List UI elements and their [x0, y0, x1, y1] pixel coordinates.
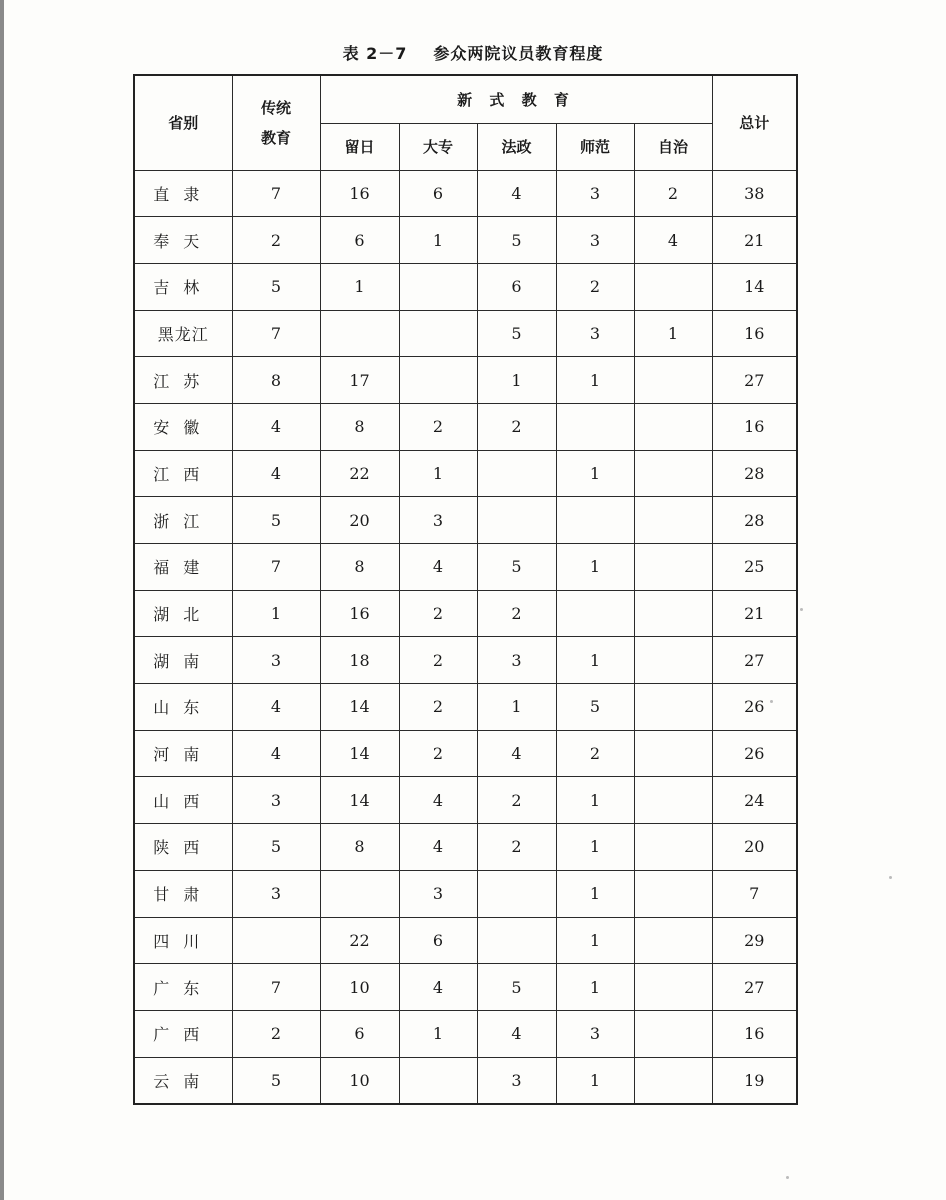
shifan-cell: [556, 403, 634, 450]
table-row: [134, 730, 797, 777]
shifan-cell: 1: [556, 917, 634, 964]
province-cell: 黑龙江: [134, 310, 232, 357]
province-cell: 广西: [134, 1010, 232, 1057]
header-zizhi: 自治: [634, 123, 712, 170]
zizhi-cell: [634, 730, 712, 777]
table-caption: [0, 41, 946, 64]
zizhi-cell: 1: [634, 310, 712, 357]
liuri-cell: [320, 310, 399, 357]
table-row: [134, 170, 797, 217]
province-cell: 云南: [134, 1057, 232, 1104]
traditional-cell: 7: [232, 310, 320, 357]
header-province: 省别: [134, 75, 232, 170]
traditional-cell: 5: [232, 824, 320, 871]
zizhi-cell: [634, 590, 712, 637]
total-cell: 26: [712, 730, 797, 777]
table-row: [134, 497, 797, 544]
page-edge: [0, 0, 4, 1200]
zizhi-cell: [634, 777, 712, 824]
dazhuan-cell: 2: [399, 730, 477, 777]
shifan-cell: 1: [556, 357, 634, 404]
traditional-cell: 3: [232, 777, 320, 824]
dazhuan-cell: 6: [399, 917, 477, 964]
total-cell: 25: [712, 544, 797, 591]
traditional-cell: 2: [232, 217, 320, 264]
liuri-cell: 22: [320, 450, 399, 497]
table-row: [134, 870, 797, 917]
table-row: [134, 917, 797, 964]
province-cell: 浙江: [134, 497, 232, 544]
fazheng-cell: 5: [477, 964, 556, 1011]
table-title: 参众两院议员教育程度: [433, 44, 604, 63]
table-row: [134, 684, 797, 731]
shifan-cell: 1: [556, 824, 634, 871]
province-cell: 四川: [134, 917, 232, 964]
fazheng-cell: 3: [477, 637, 556, 684]
province-cell: 江苏: [134, 357, 232, 404]
table-row: [134, 777, 797, 824]
province-cell: 江西: [134, 450, 232, 497]
liuri-cell: 10: [320, 964, 399, 1011]
fazheng-cell: 2: [477, 777, 556, 824]
zizhi-cell: [634, 1010, 712, 1057]
shifan-cell: 2: [556, 263, 634, 310]
total-cell: 14: [712, 263, 797, 310]
total-cell: 7: [712, 870, 797, 917]
traditional-cell: 5: [232, 1057, 320, 1104]
shifan-cell: [556, 590, 634, 637]
dazhuan-cell: 6: [399, 170, 477, 217]
dazhuan-cell: [399, 357, 477, 404]
total-cell: 38: [712, 170, 797, 217]
shifan-cell: 5: [556, 684, 634, 731]
liuri-cell: 10: [320, 1057, 399, 1104]
dazhuan-cell: 3: [399, 497, 477, 544]
liuri-cell: 20: [320, 497, 399, 544]
fazheng-cell: 5: [477, 217, 556, 264]
shifan-cell: 1: [556, 1057, 634, 1104]
traditional-cell: 7: [232, 170, 320, 217]
zizhi-cell: 2: [634, 170, 712, 217]
dazhuan-cell: 4: [399, 964, 477, 1011]
liuri-cell: [320, 870, 399, 917]
zizhi-cell: [634, 450, 712, 497]
liuri-cell: 1: [320, 263, 399, 310]
shifan-cell: [556, 497, 634, 544]
province-cell: 湖北: [134, 590, 232, 637]
province-cell: 河南: [134, 730, 232, 777]
shifan-cell: 1: [556, 964, 634, 1011]
zizhi-cell: [634, 403, 712, 450]
zizhi-cell: [634, 497, 712, 544]
header-fazheng: 法政: [477, 123, 556, 170]
fazheng-cell: 4: [477, 1010, 556, 1057]
dazhuan-cell: 3: [399, 870, 477, 917]
fazheng-cell: [477, 450, 556, 497]
total-cell: 19: [712, 1057, 797, 1104]
dazhuan-cell: 1: [399, 1010, 477, 1057]
fazheng-cell: 2: [477, 403, 556, 450]
shifan-cell: 1: [556, 777, 634, 824]
liuri-cell: 14: [320, 777, 399, 824]
fazheng-cell: 1: [477, 357, 556, 404]
dazhuan-cell: [399, 1057, 477, 1104]
zizhi-cell: [634, 637, 712, 684]
dazhuan-cell: 2: [399, 403, 477, 450]
traditional-cell: 7: [232, 964, 320, 1011]
header-traditional: [232, 75, 320, 170]
header-liuri: 留日: [320, 123, 399, 170]
scan-speck: [800, 608, 803, 611]
zizhi-cell: [634, 870, 712, 917]
province-cell: 奉天: [134, 217, 232, 264]
traditional-cell: 8: [232, 357, 320, 404]
liuri-cell: 8: [320, 824, 399, 871]
total-cell: 29: [712, 917, 797, 964]
shifan-cell: 1: [556, 450, 634, 497]
total-cell: 16: [712, 403, 797, 450]
province-cell: 山东: [134, 684, 232, 731]
scan-speck: [770, 700, 773, 703]
traditional-cell: 1: [232, 590, 320, 637]
province-cell: 广东: [134, 964, 232, 1011]
education-table: [133, 74, 798, 1105]
fazheng-cell: 5: [477, 544, 556, 591]
table-row: [134, 1010, 797, 1057]
shifan-cell: 1: [556, 870, 634, 917]
province-cell: 陕西: [134, 824, 232, 871]
table-row: [134, 403, 797, 450]
liuri-cell: 16: [320, 170, 399, 217]
table-row: [134, 964, 797, 1011]
traditional-cell: 5: [232, 263, 320, 310]
liuri-cell: 6: [320, 1010, 399, 1057]
header-new-education: 新 式 教 育: [320, 75, 712, 123]
fazheng-cell: 3: [477, 1057, 556, 1104]
dazhuan-cell: 2: [399, 684, 477, 731]
fazheng-cell: [477, 870, 556, 917]
liuri-cell: 14: [320, 684, 399, 731]
total-cell: 20: [712, 824, 797, 871]
zizhi-cell: 4: [634, 217, 712, 264]
liuri-cell: 18: [320, 637, 399, 684]
province-cell: 甘肃: [134, 870, 232, 917]
table-row: [134, 1057, 797, 1104]
dazhuan-cell: 1: [399, 450, 477, 497]
traditional-cell: 3: [232, 637, 320, 684]
fazheng-cell: 2: [477, 824, 556, 871]
table-number: 表 2－7: [342, 44, 408, 63]
dazhuan-cell: 1: [399, 217, 477, 264]
province-cell: 安徽: [134, 403, 232, 450]
traditional-cell: 4: [232, 730, 320, 777]
total-cell: 27: [712, 964, 797, 1011]
table-row: [134, 637, 797, 684]
header-dazhuan: 大专: [399, 123, 477, 170]
liuri-cell: 16: [320, 590, 399, 637]
total-cell: 16: [712, 1010, 797, 1057]
dazhuan-cell: 2: [399, 590, 477, 637]
dazhuan-cell: 2: [399, 637, 477, 684]
fazheng-cell: [477, 497, 556, 544]
liuri-cell: 8: [320, 544, 399, 591]
fazheng-cell: 5: [477, 310, 556, 357]
province-cell: 湖南: [134, 637, 232, 684]
table-row: [134, 590, 797, 637]
fazheng-cell: 4: [477, 730, 556, 777]
shifan-cell: 2: [556, 730, 634, 777]
dazhuan-cell: [399, 263, 477, 310]
traditional-cell: 7: [232, 544, 320, 591]
zizhi-cell: [634, 263, 712, 310]
table-row: [134, 357, 797, 404]
fazheng-cell: [477, 917, 556, 964]
province-cell: 吉林: [134, 263, 232, 310]
total-cell: 28: [712, 497, 797, 544]
zizhi-cell: [634, 357, 712, 404]
traditional-cell: 3: [232, 870, 320, 917]
liuri-cell: 6: [320, 217, 399, 264]
liuri-cell: 22: [320, 917, 399, 964]
traditional-cell: [232, 917, 320, 964]
total-cell: 21: [712, 217, 797, 264]
total-cell: 28: [712, 450, 797, 497]
shifan-cell: 3: [556, 170, 634, 217]
traditional-cell: 2: [232, 1010, 320, 1057]
header-shifan: 师范: [556, 123, 634, 170]
dazhuan-cell: 4: [399, 824, 477, 871]
zizhi-cell: [634, 917, 712, 964]
header-traditional-label: 传统教育: [260, 98, 291, 147]
total-cell: 27: [712, 357, 797, 404]
dazhuan-cell: [399, 310, 477, 357]
traditional-cell: 4: [232, 450, 320, 497]
table-row: [134, 450, 797, 497]
traditional-cell: 5: [232, 497, 320, 544]
table-row: [134, 217, 797, 264]
table-row: [134, 263, 797, 310]
province-cell: 直隶: [134, 170, 232, 217]
zizhi-cell: [634, 684, 712, 731]
table-row: [134, 544, 797, 591]
zizhi-cell: [634, 1057, 712, 1104]
liuri-cell: 17: [320, 357, 399, 404]
fazheng-cell: 4: [477, 170, 556, 217]
zizhi-cell: [634, 964, 712, 1011]
table-row: [134, 310, 797, 357]
traditional-cell: 4: [232, 403, 320, 450]
header-total: 总计: [712, 75, 797, 170]
traditional-cell: 4: [232, 684, 320, 731]
scan-speck: [889, 876, 892, 879]
fazheng-cell: 1: [477, 684, 556, 731]
table-row: [134, 824, 797, 871]
total-cell: 21: [712, 590, 797, 637]
province-cell: 山西: [134, 777, 232, 824]
total-cell: 16: [712, 310, 797, 357]
total-cell: 26: [712, 684, 797, 731]
shifan-cell: 1: [556, 637, 634, 684]
table-body: [134, 170, 797, 1104]
shifan-cell: 3: [556, 217, 634, 264]
dazhuan-cell: 4: [399, 544, 477, 591]
shifan-cell: 3: [556, 1010, 634, 1057]
liuri-cell: 14: [320, 730, 399, 777]
fazheng-cell: 2: [477, 590, 556, 637]
shifan-cell: 3: [556, 310, 634, 357]
total-cell: 27: [712, 637, 797, 684]
province-cell: 福建: [134, 544, 232, 591]
zizhi-cell: [634, 544, 712, 591]
total-cell: 24: [712, 777, 797, 824]
liuri-cell: 8: [320, 403, 399, 450]
scan-speck: [786, 1176, 789, 1179]
shifan-cell: 1: [556, 544, 634, 591]
zizhi-cell: [634, 824, 712, 871]
fazheng-cell: 6: [477, 263, 556, 310]
dazhuan-cell: 4: [399, 777, 477, 824]
